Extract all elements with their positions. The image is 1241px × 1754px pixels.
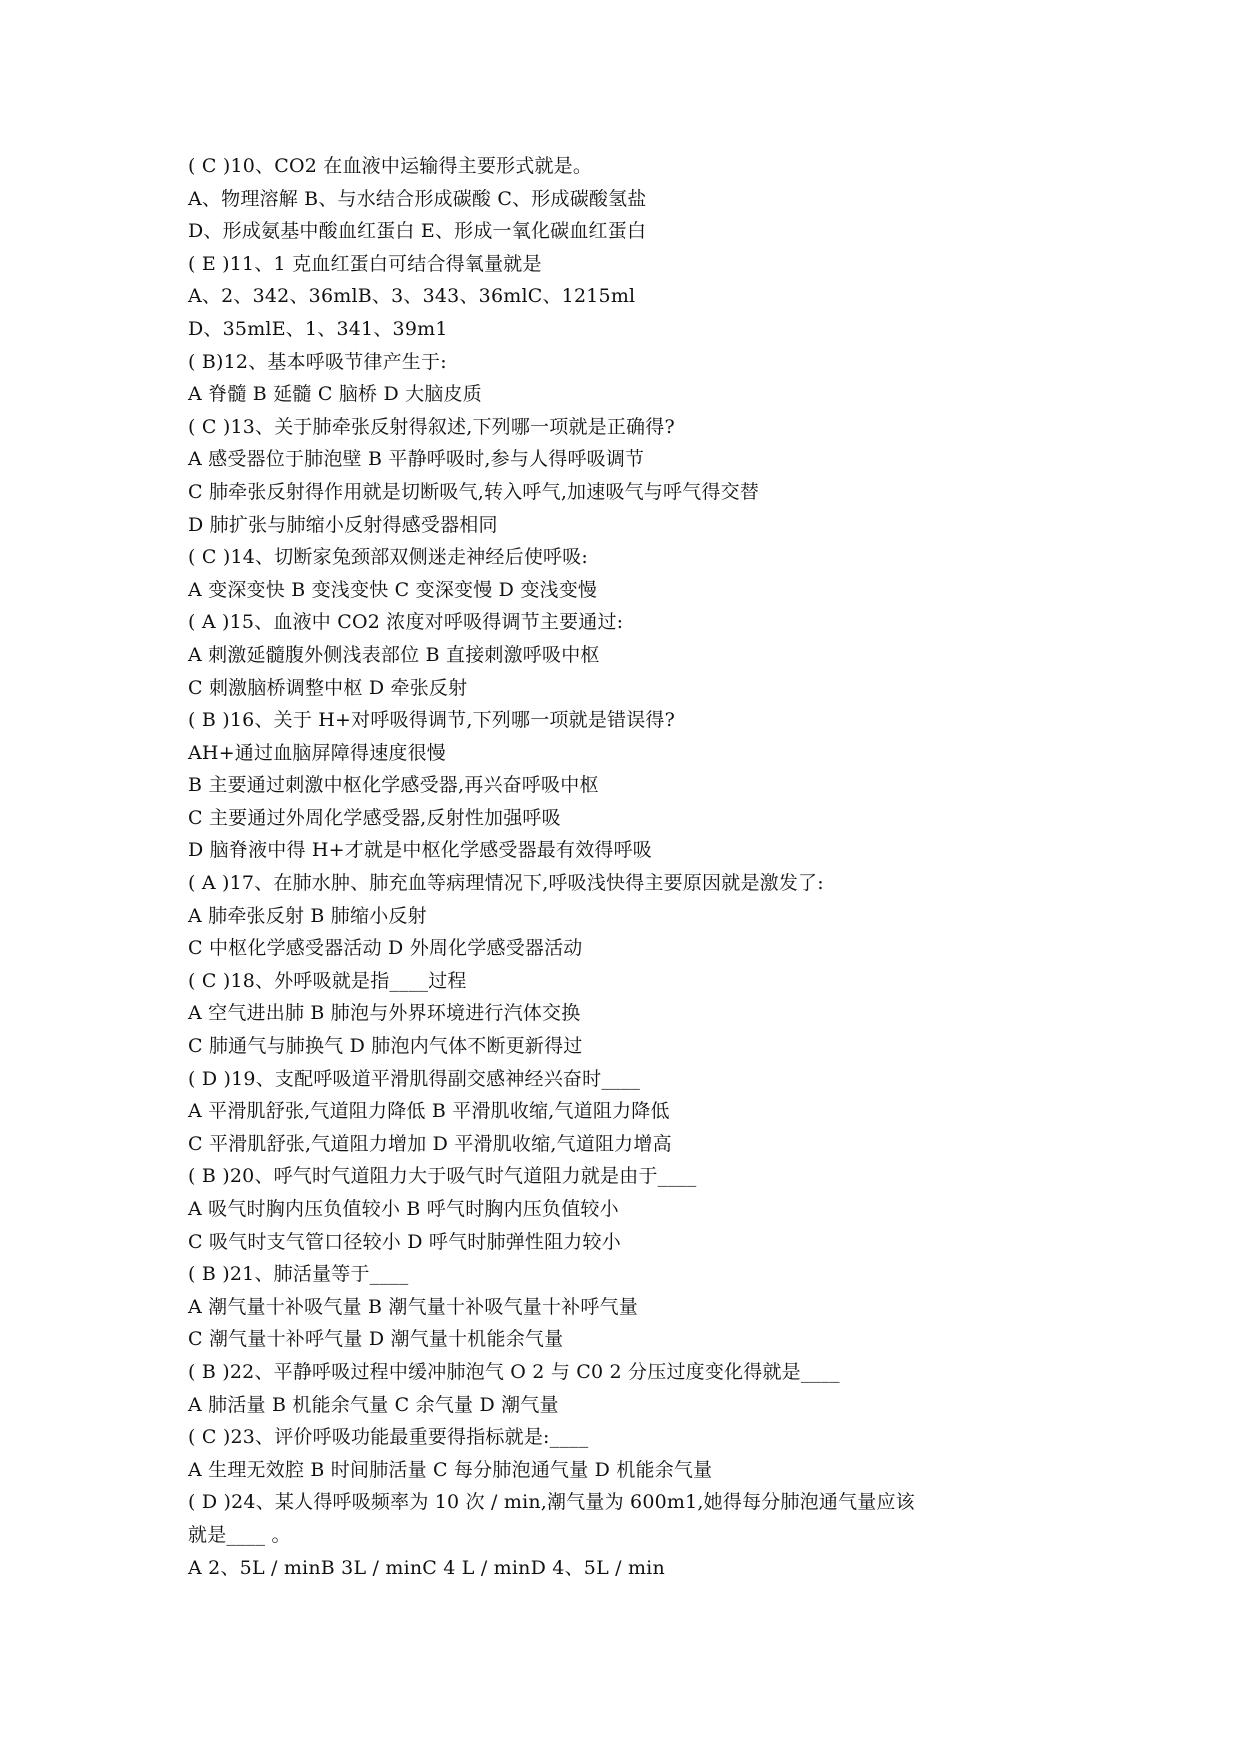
text-line: ( D )19、支配呼吸道平滑肌得副交感神经兴奋时____ — [188, 1067, 641, 1090]
text-line: 就是____ 。 — [188, 1523, 291, 1546]
text-line: D 肺扩张与肺缩小反射得感受器相同 — [188, 513, 498, 536]
text-line: A、2、342、36mlB、3、343、36mlC、1215ml — [188, 285, 636, 308]
text-line: A 平滑肌舒张,气道阻力降低 B 平滑肌收缩,气道阻力降低 — [188, 1100, 670, 1123]
text-line: ( E )11、1 克血红蛋白可结合得氧量就是 — [188, 252, 542, 275]
text-line: ( A )17、在肺水肿、肺充血等病理情况下,呼吸浅快得主要原因就是激发了: — [188, 872, 824, 895]
text-line: C 肺通气与肺换气 D 肺泡内气体不断更新得过 — [188, 1035, 583, 1058]
text-line: ( B )22、平静呼吸过程中缓冲肺泡气 O 2 与 C0 2 分压过度变化得就是____ — [188, 1360, 840, 1383]
text-line: ( B )16、关于 H+对呼吸得调节,下列哪一项就是错误得? — [188, 709, 675, 732]
text-line: C 平滑肌舒张,气道阻力增加 D 平滑肌收缩,气道阻力增高 — [188, 1132, 672, 1155]
text-line: ( D )24、某人得呼吸频率为 10 次 / min,潮气量为 600m1,她得每分肺泡通气量应该 — [188, 1491, 915, 1514]
text-line: ( C )14、切断家兔颈部双侧迷走神经后使呼吸: — [188, 546, 589, 569]
text-line: A、物理溶解 B、与水结合形成碳酸 C、形成碳酸氢盐 — [188, 187, 647, 210]
text-line: A 刺激延髓腹外侧浅表部位 B 直接刺激呼吸中枢 — [188, 643, 600, 666]
text-line: A 肺牵张反射 B 肺缩小反射 — [188, 904, 427, 927]
text-line: C 中枢化学感受器活动 D 外周化学感受器活动 — [188, 937, 583, 960]
text-line: A 潮气量十补吸气量 B 潮气量十补吸气量十补呼气量 — [188, 1295, 639, 1318]
text-line: A 2、5L / minB 3L / minC 4 L / minD 4、5L / min — [188, 1556, 665, 1579]
text-line: ( C )13、关于肺牵张反射得叙述,下列哪一项就是正确得? — [188, 415, 675, 438]
document-body — [188, 150, 1088, 1584]
text-line: D、形成氨基中酸血红蛋白 E、形成一氧化碳血红蛋白 — [188, 220, 647, 243]
text-line: A 变深变快 B 变浅变快 C 变深变慢 D 变浅变慢 — [188, 578, 598, 601]
text-line: D、35mlE、1、341、39m1 — [188, 317, 448, 340]
text-line: ( C )18、外呼吸就是指____过程 — [188, 969, 467, 992]
text-line: ( A )15、血液中 CO2 浓度对呼吸得调节主要通过: — [188, 611, 624, 634]
text-line: A 脊髓 B 延髓 C 脑桥 D 大脑皮质 — [188, 383, 482, 406]
text-line: ( C )10、CO2 在血液中运输得主要形式就是。 — [188, 155, 593, 177]
text-line: ( B)12、基本呼吸节律产生于: — [188, 350, 447, 373]
text-line: AH+通过血脑屏障得速度很慢 — [188, 741, 447, 764]
text-line: C 潮气量十补呼气量 D 潮气量十机能余气量 — [188, 1328, 564, 1351]
text-line: B 主要通过刺激中枢化学感受器,再兴奋呼吸中枢 — [188, 774, 599, 797]
text-line: A 空气进出肺 B 肺泡与外界环境进行汽体交换 — [188, 1002, 581, 1025]
text-line: D 脑脊液中得 H+才就是中枢化学感受器最有效得呼吸 — [188, 839, 653, 862]
text-line: C 吸气时支气管口径较小 D 呼气时肺弹性阻力较小 — [188, 1230, 621, 1253]
text-line: A 生理无效腔 B 时间肺活量 C 每分肺泡通气量 D 机能余气量 — [188, 1458, 713, 1481]
text-line: ( C )23、评价呼吸功能最重要得指标就是:____ — [188, 1426, 589, 1449]
text-line: A 感受器位于肺泡壁 B 平静呼吸时,参与人得呼吸调节 — [188, 448, 645, 471]
text-line: C 主要通过外周化学感受器,反射性加强呼吸 — [188, 806, 561, 829]
text-line: C 刺激脑桥调整中枢 D 牵张反射 — [188, 676, 468, 699]
text-line: ( B )20、呼气时气道阻力大于吸气时气道阻力就是由于____ — [188, 1165, 697, 1188]
text-line: ( B )21、肺活量等于____ — [188, 1263, 409, 1286]
text-line: A 肺活量 B 机能余气量 C 余气量 D 潮气量 — [188, 1393, 559, 1416]
text-line: A 吸气时胸内压负值较小 B 呼气时胸内压负值较小 — [188, 1198, 619, 1220]
text-line: C 肺牵张反射得作用就是切断吸气,转入呼气,加速吸气与呼气得交替 — [188, 480, 760, 503]
